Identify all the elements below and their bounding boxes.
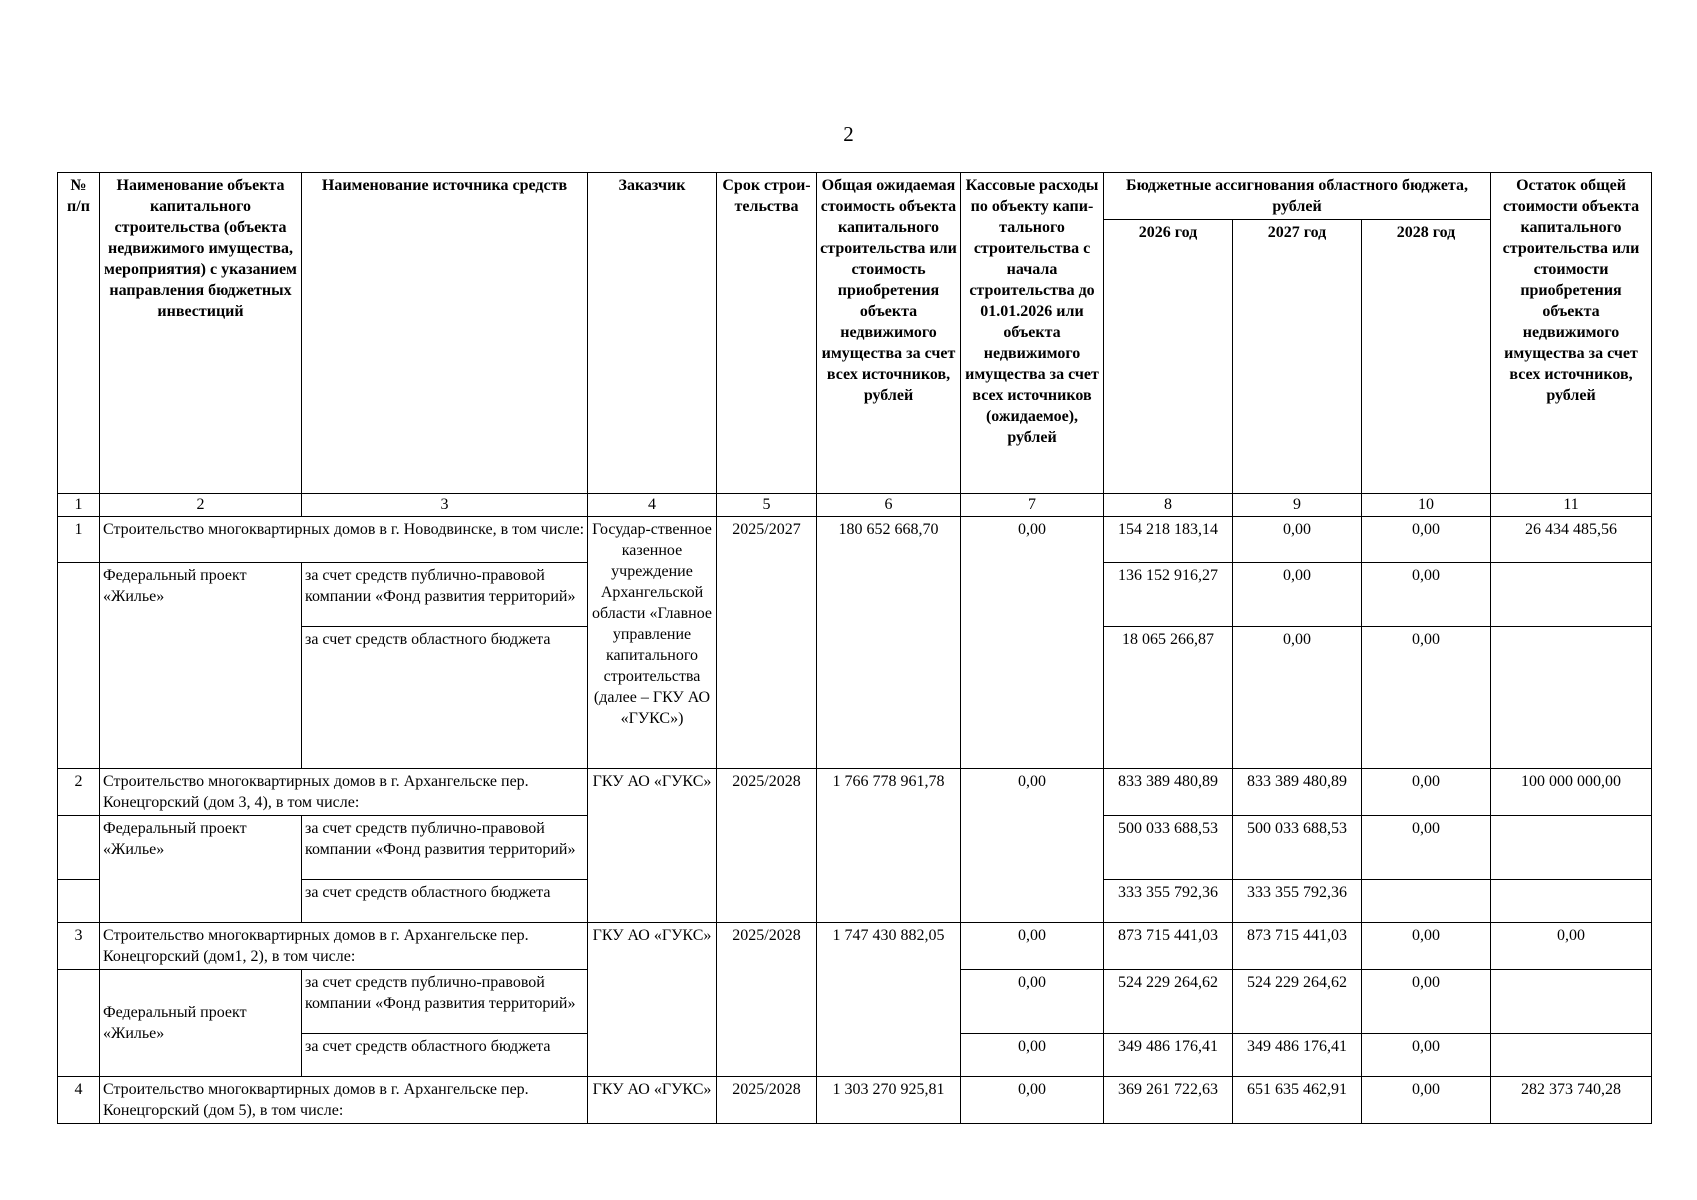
row-number: 4 bbox=[58, 1077, 100, 1124]
amount-2026: 873 715 441,03 bbox=[1104, 923, 1233, 970]
amount-2026: 349 486 176,41 bbox=[1104, 1034, 1233, 1077]
table-row bbox=[58, 923, 1652, 970]
federal-project: Федеральный проект «Жилье» bbox=[100, 816, 302, 923]
column-number: 7 bbox=[961, 494, 1104, 517]
empty-cell bbox=[1491, 816, 1652, 880]
cash-expenses: 0,00 bbox=[961, 923, 1104, 970]
funding-source: за счет средств публично-правовой компании «Фонд развития территорий» bbox=[302, 970, 588, 1034]
total-cost: 1 747 430 882,05 bbox=[817, 923, 961, 1077]
header-year-2027: 2027 год bbox=[1233, 220, 1362, 494]
empty-cell bbox=[58, 880, 100, 923]
customer: ГКУ АО «ГУКС» bbox=[588, 769, 717, 923]
empty-cell bbox=[1491, 1034, 1652, 1077]
customer: ГКУ АО «ГУКС» bbox=[588, 923, 717, 1077]
federal-project: Федеральный проект «Жилье» bbox=[100, 970, 302, 1077]
header-year-2026: 2026 год bbox=[1104, 220, 1233, 494]
object-name: Строительство многоквартирных домов в г. Архангельске пер. Конецгорский (дом 5), в том числе: bbox=[100, 1077, 588, 1124]
row-number: 1 bbox=[58, 517, 100, 563]
total-cost: 180 652 668,70 bbox=[817, 517, 961, 769]
total-cost: 1 766 778 961,78 bbox=[817, 769, 961, 923]
column-number: 9 bbox=[1233, 494, 1362, 517]
amount-2028: 0,00 bbox=[1362, 627, 1491, 769]
row-number: 3 bbox=[58, 923, 100, 970]
empty-cell bbox=[1491, 563, 1652, 627]
amount-2028: 0,00 bbox=[1362, 563, 1491, 627]
row-number: 2 bbox=[58, 769, 100, 816]
column-number: 2 bbox=[100, 494, 302, 517]
empty-cell bbox=[58, 816, 100, 880]
funding-source: за счет средств областного бюджета bbox=[302, 627, 588, 769]
construction-term: 2025/2028 bbox=[717, 1077, 817, 1124]
amount-2027: 333 355 792,36 bbox=[1233, 880, 1362, 923]
amount-2026: 500 033 688,53 bbox=[1104, 816, 1233, 880]
object-name: Строительство многоквартирных домов в г. Архангельске пер. Конецгорский (дом1, 2), в том числе: bbox=[100, 923, 588, 970]
header-year-2028: 2028 год bbox=[1362, 220, 1491, 494]
amount-2026: 18 065 266,87 bbox=[1104, 627, 1233, 769]
column-number: 11 bbox=[1491, 494, 1652, 517]
object-name: Строительство многоквартирных домов в г. Архангельске пер. Конецгорский (дом 3, 4), в том числе: bbox=[100, 769, 588, 816]
remaining-cost: 282 373 740,28 bbox=[1491, 1077, 1652, 1124]
funding-source: за счет средств публично-правовой компании «Фонд развития территорий» bbox=[302, 563, 588, 627]
amount-2026: 136 152 916,27 bbox=[1104, 563, 1233, 627]
header-total-cost: Общая ожидаемая стоимость объекта капитального строительства или стоимость приобретения объекта недвижимого имущества за счет всех источников, рублей bbox=[817, 173, 961, 494]
column-number: 3 bbox=[302, 494, 588, 517]
table-row bbox=[58, 769, 1652, 816]
remaining-cost: 100 000 000,00 bbox=[1491, 769, 1652, 816]
table-row bbox=[58, 1077, 1652, 1124]
customer: ГКУ АО «ГУКС» bbox=[588, 1077, 717, 1124]
empty-cell bbox=[1362, 880, 1491, 923]
amount-2027: 833 389 480,89 bbox=[1233, 769, 1362, 816]
object-name: Строительство многоквартирных домов в г. Новодвинске, в том числе: bbox=[100, 517, 588, 563]
amount-2028: 0,00 bbox=[1362, 970, 1491, 1034]
amount-2028: 0,00 bbox=[1362, 769, 1491, 816]
cash-expenses: 0,00 bbox=[961, 769, 1104, 923]
column-number: 4 bbox=[588, 494, 717, 517]
funding-source: за счет средств областного бюджета bbox=[302, 880, 588, 923]
amount-2028: 0,00 bbox=[1362, 517, 1491, 563]
header-construction-term: Срок строи-тельства bbox=[717, 173, 817, 494]
funding-source: за счет средств публично-правовой компании «Фонд развития территорий» bbox=[302, 816, 588, 880]
empty-cell bbox=[1491, 627, 1652, 769]
empty-cell bbox=[1491, 880, 1652, 923]
header-remaining-cost: Остаток общей стоимости объекта капитального строительства или стоимости приобретения объекта недвижимого имущества за счет всех источников, рублей bbox=[1491, 173, 1652, 494]
header-budget-allocations: Бюджетные ассигнования областного бюджета, рублей bbox=[1104, 173, 1491, 220]
cash-expenses: 0,00 bbox=[961, 970, 1104, 1034]
total-cost: 1 303 270 925,81 bbox=[817, 1077, 961, 1124]
amount-2026: 833 389 480,89 bbox=[1104, 769, 1233, 816]
amount-2026: 369 261 722,63 bbox=[1104, 1077, 1233, 1124]
amount-2026: 333 355 792,36 bbox=[1104, 880, 1233, 923]
amount-2028: 0,00 bbox=[1362, 923, 1491, 970]
column-numbers-row bbox=[58, 494, 1652, 517]
customer: Государ-ственное казенное учреждение Архангельской области «Главное управление капитального строительства (далее – ГКУ АО «ГУКС») bbox=[588, 517, 717, 769]
cash-expenses: 0,00 bbox=[961, 517, 1104, 769]
amount-2027: 0,00 bbox=[1233, 563, 1362, 627]
remaining-cost: 26 434 485,56 bbox=[1491, 517, 1652, 563]
amount-2026: 154 218 183,14 bbox=[1104, 517, 1233, 563]
header-object-name: Наименование объекта капитального строительства (объекта недвижимого имущества, мероприятия) с указанием направления бюджетных инвестиций bbox=[100, 173, 302, 494]
funding-source: за счет средств областного бюджета bbox=[302, 1034, 588, 1077]
header-row-number: № п/п bbox=[58, 173, 100, 494]
amount-2027: 0,00 bbox=[1233, 627, 1362, 769]
amount-2027: 651 635 462,91 bbox=[1233, 1077, 1362, 1124]
amount-2027: 500 033 688,53 bbox=[1233, 816, 1362, 880]
construction-term: 2025/2028 bbox=[717, 769, 817, 923]
table-row bbox=[58, 517, 1652, 563]
column-number: 10 bbox=[1362, 494, 1491, 517]
header-funding-source: Наименование источника средств bbox=[302, 173, 588, 494]
amount-2028: 0,00 bbox=[1362, 1034, 1491, 1077]
federal-project: Федеральный проект «Жилье» bbox=[100, 563, 302, 769]
header-customer: Заказчик bbox=[588, 173, 717, 494]
amount-2027: 524 229 264,62 bbox=[1233, 970, 1362, 1034]
column-number: 5 bbox=[717, 494, 817, 517]
amount-2027: 349 486 176,41 bbox=[1233, 1034, 1362, 1077]
construction-term: 2025/2027 bbox=[717, 517, 817, 769]
empty-cell bbox=[58, 563, 100, 769]
column-number: 1 bbox=[58, 494, 100, 517]
remaining-cost: 0,00 bbox=[1491, 923, 1652, 970]
amount-2026: 524 229 264,62 bbox=[1104, 970, 1233, 1034]
amount-2028: 0,00 bbox=[1362, 1077, 1491, 1124]
column-number: 6 bbox=[817, 494, 961, 517]
empty-cell bbox=[1491, 970, 1652, 1034]
budget-investments-table bbox=[57, 172, 1652, 1124]
header-cash-expenses: Кассовые расходы по объекту капи-тального строительства с начала строительства до 01.01.2026 или объекта недвижимого имущества за счет всех источников (ожидаемое), рублей bbox=[961, 173, 1104, 494]
amount-2028: 0,00 bbox=[1362, 816, 1491, 880]
construction-term: 2025/2028 bbox=[717, 923, 817, 1077]
page-number: 2 bbox=[843, 122, 854, 146]
amount-2027: 873 715 441,03 bbox=[1233, 923, 1362, 970]
cash-expenses: 0,00 bbox=[961, 1034, 1104, 1077]
column-number: 8 bbox=[1104, 494, 1233, 517]
amount-2027: 0,00 bbox=[1233, 517, 1362, 563]
empty-cell bbox=[58, 970, 100, 1077]
cash-expenses: 0,00 bbox=[961, 1077, 1104, 1124]
